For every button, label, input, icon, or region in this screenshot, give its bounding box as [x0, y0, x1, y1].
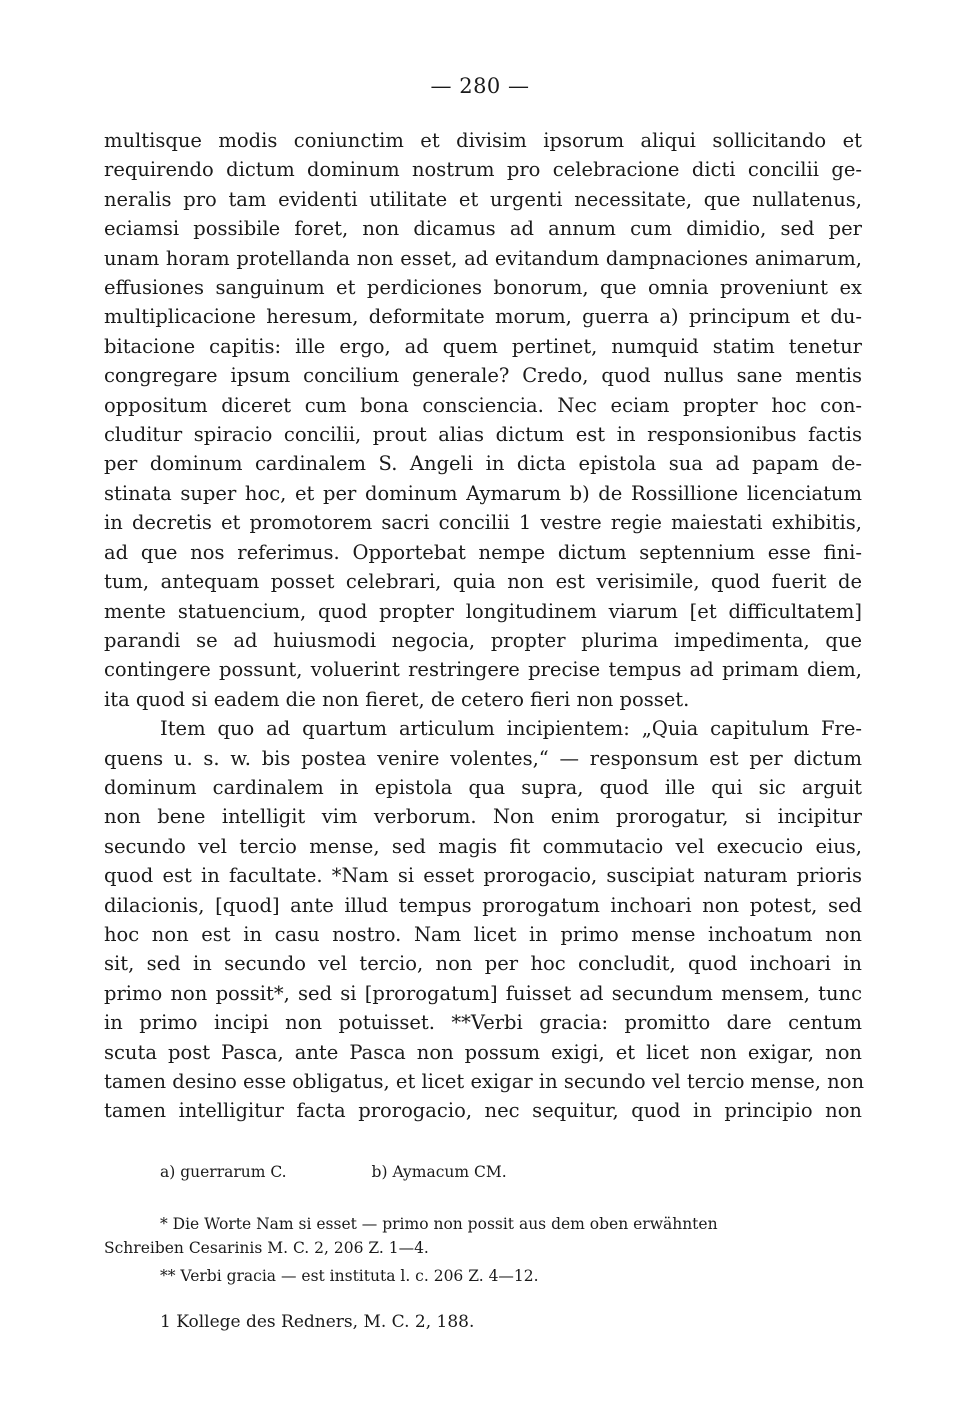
footnote-star-line: * Die Worte Nam si esset — primo non possit aus dem oben erwähnten	[160, 1215, 718, 1233]
text-line: non bene intelligit vim verborum. Non enim prorogatur, si incipitur	[104, 805, 862, 829]
page-number: — 280 —	[430, 74, 530, 98]
text-line: secundo vel tercio mense, sed magis fit commutacio vel execucio eius,	[104, 834, 862, 858]
text-line: requirendo dictum dominum nostrum pro celebracione dicti concilii ge-	[104, 158, 862, 182]
text-line: dilacionis, [quod] ante illud tempus prorogatum inchoari non potest, sed	[104, 893, 862, 917]
main-text	[104, 126, 865, 1126]
variant-footnotes	[104, 1160, 862, 1184]
numbered-footnote: 1 Kollege des Redners, M. C. 2, 188.	[160, 1312, 475, 1332]
text-line: primo non possit*, sed si [prorogatum] fuisset ad secundum mensem, tunc	[104, 981, 862, 1005]
text-line: tum, antequam posset celebrari, quia non est verisimile, quod fuerit de	[104, 570, 862, 594]
star-footnote	[104, 1212, 862, 1260]
text-line: tamen desino esse obligatus, et licet exigar in secundo vel tercio mense, non	[104, 1070, 865, 1093]
text-line: mente statuencium, quod propter longitudinem viarum [et difficultatem]	[104, 599, 862, 623]
text-line: hoc non est in casu nostro. Nam licet in primo mense inchoatum non	[104, 922, 862, 946]
text-line: ad que nos referimus. Opportebat nempe dictum septennium esse fini-	[104, 540, 862, 564]
footnote-variant-a: a) guerrarum C.	[160, 1163, 287, 1181]
text-line: eciamsi possibile foret, non dicamus ad annum cum dimidio, sed per	[104, 217, 862, 241]
text-line: per dominum cardinalem S. Angeli in dicta epistola sua ad papam de-	[104, 452, 862, 476]
text-line: oppositum diceret cum bona consciencia. Nec eciam propter hoc con-	[104, 393, 862, 417]
text-line: unam horam protellanda non esset, ad evitandum dampnaciones animarum,	[104, 246, 862, 270]
text-line: neralis pro tam evidenti utilitate et urgenti necessitate, que nullatenus,	[104, 187, 862, 211]
text-line: stinata super hoc, et per dominum Aymarum b) de Rossillione licenciatum	[104, 481, 862, 505]
text-line: effusiones sanguinum et perdiciones bonorum, que omnia proveniunt ex	[104, 276, 862, 300]
double-star-footnote: ** Verbi gracia — est instituta l. c. 206 Z. 4—12.	[160, 1267, 539, 1285]
text-line: in primo incipi non potuisset. **Verbi gracia: promitto dare centum	[104, 1011, 862, 1035]
text-line: sit, sed in secundo vel tercio, non per hoc concludit, quod inchoari in	[104, 952, 862, 976]
text-line: in decretis et promotorem sacri concilii 1 vestre regie maiestati exhibitis,	[104, 511, 862, 535]
text-line: bitacione capitis: ille ergo, ad quem pertinet, numquid statim tenetur	[104, 334, 862, 358]
text-line: congregare ipsum concilium generale? Credo, quod nullus sane mentis	[104, 364, 862, 388]
text-line: ita quod si eadem die non fieret, de cetero fieri non posset.	[104, 687, 690, 711]
text-line: cluditur spiracio concilii, prout alias dictum est in responsionibus factis	[104, 423, 862, 447]
text-line: multisque modis coniunctim et divisim ipsorum aliqui sollicitando et	[104, 129, 862, 152]
text-line: Item quo ad quartum articulum incipientem: „Quia capitulum Fre-	[160, 717, 862, 741]
footnote-star-line: Schreiben Cesarinis M. C. 2, 206 Z. 1—4.	[104, 1239, 429, 1257]
text-line: multiplicacione heresum, deformitate morum, guerra a) principum et du-	[104, 305, 862, 329]
text-line: tamen intelligitur facta prorogacio, nec sequitur, quod in principio non	[104, 1099, 862, 1123]
text-line: quod est in facultate. *Nam si esset prorogacio, suscipiat naturam prioris	[104, 864, 862, 888]
text-line: quens u. s. w. bis postea venire volentes,“ — responsum est per dictum	[104, 746, 862, 770]
text-line: contingere possunt, voluerint restringere precise tempus ad primam diem,	[104, 658, 862, 682]
text-line: scuta post Pasca, ante Pasca non possum exigi, et licet non exigar, non	[104, 1040, 862, 1064]
text-line: dominum cardinalem in epistola qua supra, quod ille qui sic arguit	[104, 775, 862, 799]
text-line: parandi se ad huiusmodi negocia, propter plurima impedimenta, que	[104, 628, 862, 652]
footnote-variant-b: b) Aymacum CM.	[371, 1163, 507, 1181]
